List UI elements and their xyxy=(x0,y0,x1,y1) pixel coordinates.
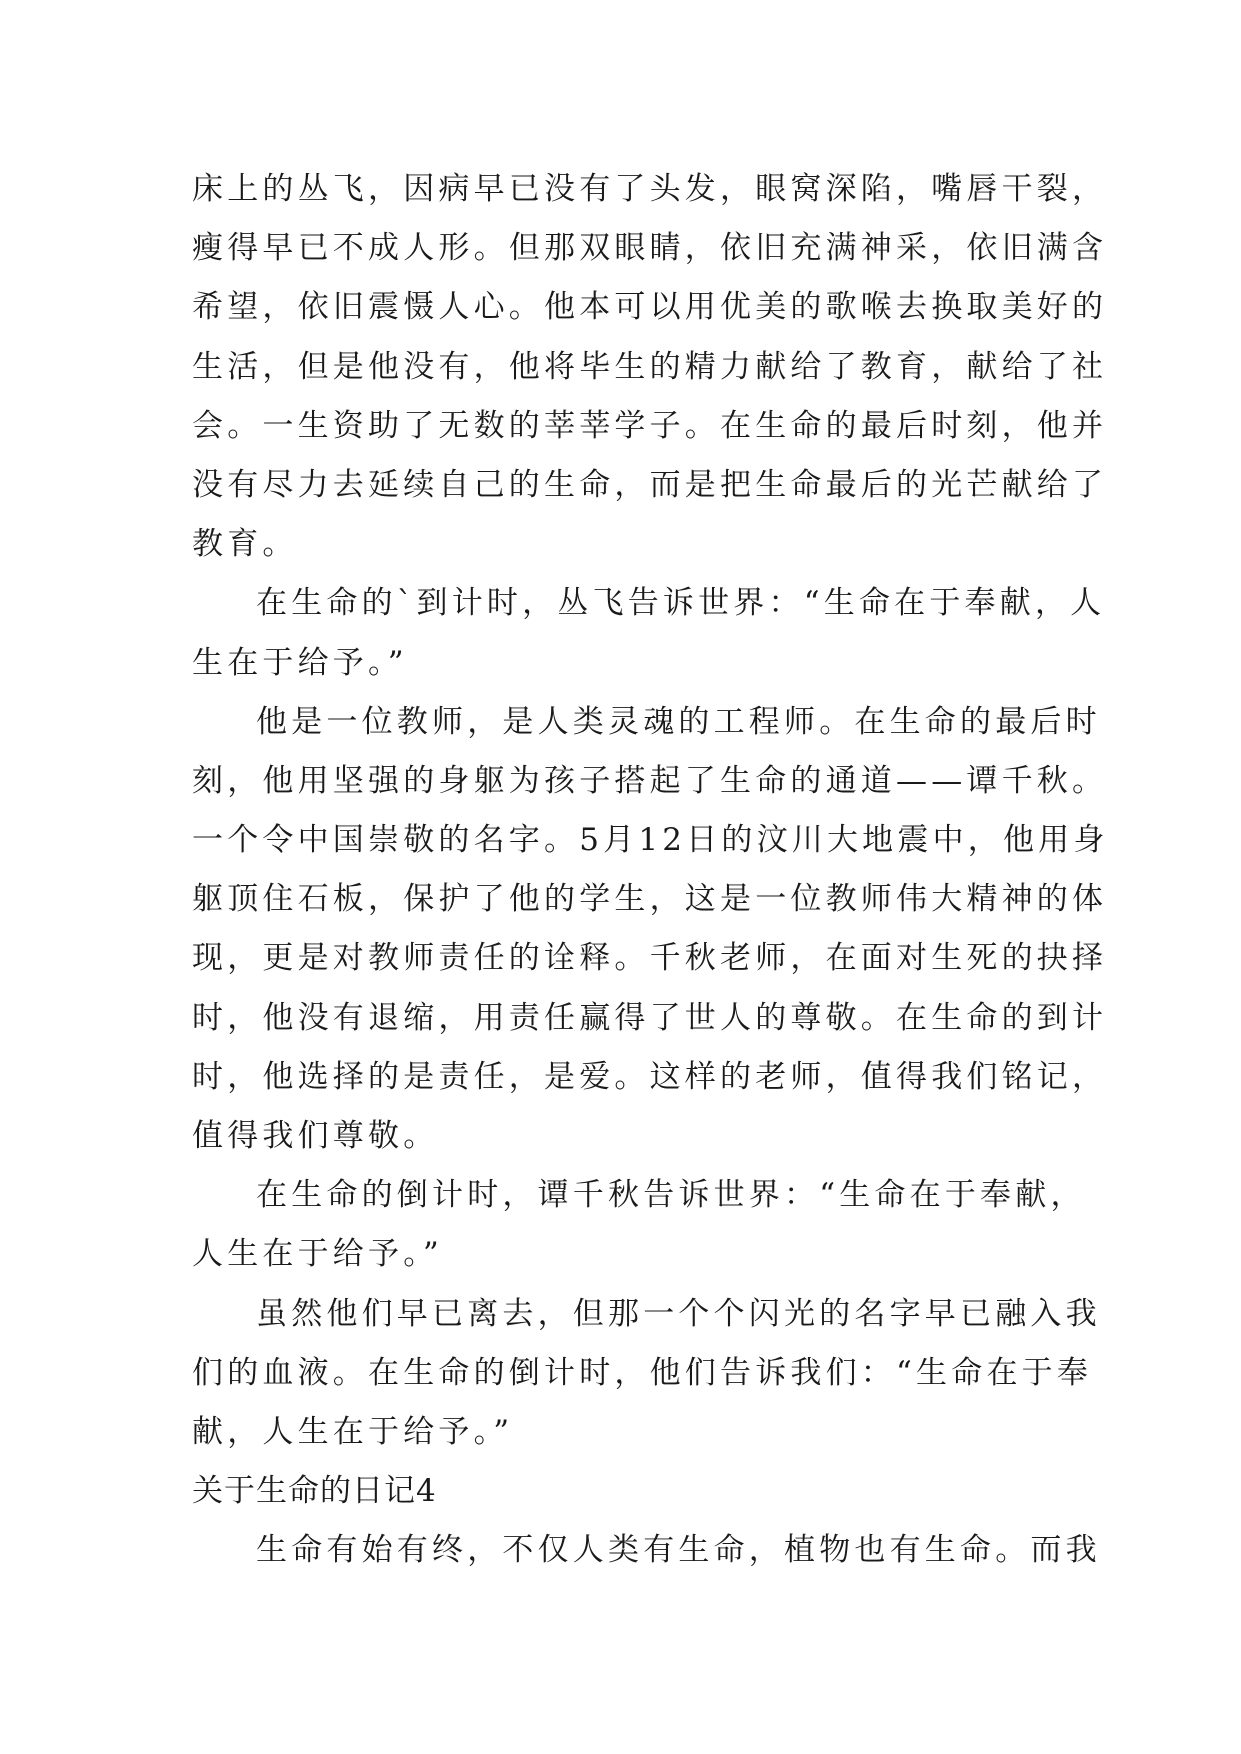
document-body xyxy=(192,160,1109,1581)
text-line: 没有尽力去延续自己的生命，而是把生命最后的光芒献给了 xyxy=(192,466,1108,503)
paragraph-start-line: 他是一位教师，是人类灵魂的工程师。在生命的最后时 xyxy=(256,703,1101,740)
text-line: 会。一生资助了无数的莘莘学子。在生命的最后时刻，他并 xyxy=(192,407,1108,444)
paragraph-start-line: 虽然他们早已离去，但那一个个闪光的名字早已融入我 xyxy=(256,1295,1101,1332)
text-line: 时，他选择的是责任，是爱。这样的老师，值得我们铭记， xyxy=(192,1058,1108,1095)
text-line: 床上的丛飞，因病早已没有了头发，眼窝深陷，嘴唇干裂， xyxy=(192,171,1108,207)
text-line: 刻，他用坚强的身躯为孩子搭起了生命的通道——谭千秋。 xyxy=(192,762,1108,799)
text-line: 教育。 xyxy=(192,526,298,563)
text-line: 现，更是对教师责任的诠释。千秋老师，在面对生死的抉择 xyxy=(192,940,1108,977)
paragraph-start-line: 在生命的倒计时，谭千秋告诉世界：“生命在于奉献， xyxy=(256,1177,1086,1214)
text-line: 献，人生在于给予。” xyxy=(192,1413,514,1450)
text-line: 时，他没有退缩，用责任赢得了世人的尊敬。在生命的到计 xyxy=(192,999,1108,1036)
text-line: 生活，但是他没有，他将毕生的精力献给了教育，献给了社 xyxy=(192,348,1108,385)
text-line: 希望，依旧震慑人心。他本可以用优美的歌喉去换取美好的 xyxy=(192,289,1108,326)
text-line: 值得我们尊敬。 xyxy=(192,1118,439,1154)
text-line: 躯顶住石板，保护了他的学生，这是一位教师伟大精神的体 xyxy=(192,881,1108,918)
paragraph-start-line: 生命有始有终，不仅人类有生命，植物也有生命。而我 xyxy=(256,1532,1101,1569)
text-line: 人生在于给予。” xyxy=(192,1236,443,1273)
text-line: 生在于给予。” xyxy=(192,644,408,681)
text-line: 一个令中国崇敬的名字。5月12日的汶川大地震中，他用身 xyxy=(192,822,1109,859)
text-line: 瘦得早已不成人形。但那双眼睛，依旧充满神采，依旧满含 xyxy=(192,230,1108,267)
section-heading: 关于生命的日记4 xyxy=(192,1473,437,1510)
paragraph-start-line: 在生命的`到计时，丛飞告诉世界：“生命在于奉献，人 xyxy=(256,585,1106,622)
text-line: 们的血液。在生命的倒计时，他们告诉我们：“生命在于奉 xyxy=(192,1354,1093,1391)
